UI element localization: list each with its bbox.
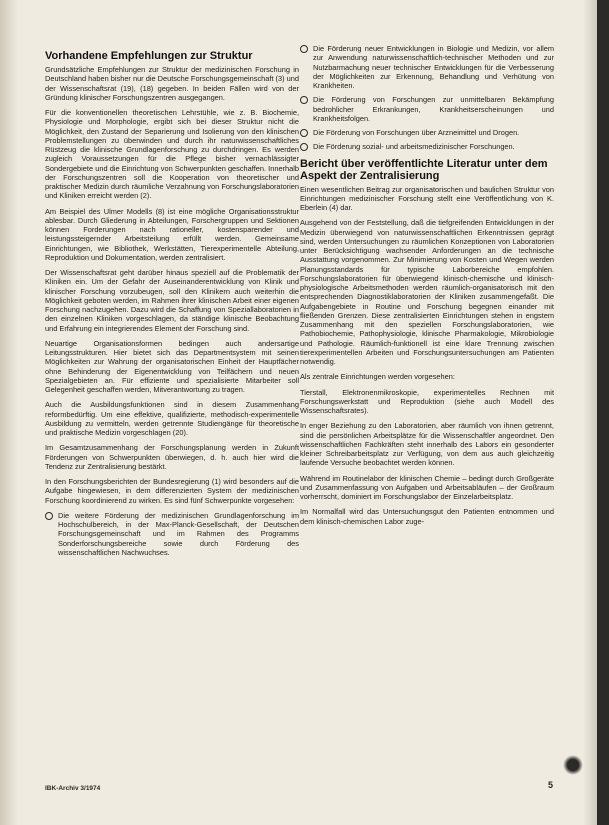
right-column xyxy=(300,44,554,764)
left-column xyxy=(45,44,299,764)
paragraph: In den Forschungsberichten der Bundesregierung (1) wird besonders auf die Aufgabe hingewiesen, in dem differenzierten System der medizinischen Forschung koordinierend zu wirken. Es sind fünf Schwerpunkte vorgesehen: xyxy=(45,477,299,505)
paragraph: Am Beispiel des Ulmer Modells (8) ist eine mögliche Organisationsstruktur ablesbar. Durch Gliederung in Abteilungen, Forschergruppen und Sektionen können Forderungen nach rationeller, kostensparender und leistungssteigernder Arbeitsteilung erfüllt werden. Gemeinsame Einrichtungen, wie Bibliothek, Werkstätten, Tierexperimentelle Abteilung, Reproduktion und Dokumentation, werden zentralisiert. xyxy=(45,206,299,262)
bullet-circle-icon xyxy=(300,45,308,53)
bullet-item xyxy=(300,44,554,90)
bullet-circle-icon xyxy=(45,512,53,520)
paragraph: Im Gesamtzusammenhang der Forschungsplanung werden in Zukunft Förderungen von Schwerpunkten überwiegen, d. h. auch hier wird die Tendenz zur Zentralisierung bestärkt. xyxy=(45,443,299,471)
paragraph: In enger Beziehung zu den Laboratorien, aber räumlich von ihnen getrennt, sind die persönlichen Arbeitsplätze für die Wissenschaftler angeordnet. Den wissenschaftlichen Fachkräften steht innerhalb des Labors ein gesonderter kleiner Schreibarbeitsplatz zur Verfügung, von dem aus auch gleichzeitig laufende Versuche beobachtet werden können. xyxy=(300,421,554,468)
bullet-text: Die Förderung von Forschungen zur unmittelbaren Bekämpfung bedrohlicher Erkrankungen, Krankheitserscheinungen und Krankheitsfolgen. xyxy=(313,95,554,123)
paragraph: Einen wesentlichen Beitrag zur organisatorischen und baulichen Struktur von Einrichtungen medizinischer Forschung stellt eine Veröffentlichung von K. Eberlein (4) dar. xyxy=(300,184,554,212)
bullet-list xyxy=(45,511,299,557)
page-number: 5 xyxy=(548,780,554,790)
paragraph: Der Wissenschaftsrat geht darüber hinaus speziell auf die Problematik der Kliniken ein. Um der Gefahr der Auseinanderentwicklung von Klinik und klinischer Forschung vorzubeugen, soll den Klinikern auch weiterhin die Möglichkeit geboten werden, im Rahmen ihrer klinischen Arbeit einer eigenen Forschung nachzugehen. Dazu wird die Schaffung von Speziallaboratorien in den einzelnen Kliniken vorgeschlagen, da ständige klinische Beobachtung und Erfahrung ein integrierendes Element der Forschung sind. xyxy=(45,268,299,333)
bullet-circle-icon xyxy=(300,96,308,104)
paragraph: Für die konventionellen theoretischen Lehrstühle, wie z. B. Biochemie, Physiologie und Morphologie, ergibt sich bei dieser Struktur nicht die Möglichkeit, den Zustand der Separierung und Isolierung von den klinischen Problemstellungen zu überwinden und durch ihr naturwissenschaftliches Rüstzeug die klinische Grundlagenforschung zu durchdringen. Es werden zugleich Voraussetzungen für die Pflege bisher vernachlässigter Sondergebiete und die Einrichtung von Schwerpunkten geschaffen. Innerhalb der Forschungszentren soll die Kooperation von theoretischer und praktischer Medizin durch räumliche Verzahnung von Forschungslaboratorien und Kliniken erreicht werden (2). xyxy=(45,108,299,201)
bullet-text: Die Förderung sozial- und arbeitsmedizinischer Forschungen. xyxy=(313,142,515,152)
paragraph: Auch die Ausbildungsfunktionen sind in diesem Zusammenhang reformbedürftig. Um eine effektive, qualifizierte, methodisch-experimentelle Ausbildung zu vermitteln, werden getrennte Studiengänge für theoretische und praktische Medizin vorgeschlagen (20). xyxy=(45,400,299,437)
bullet-circle-icon xyxy=(300,143,308,151)
bullet-item xyxy=(300,95,554,123)
page-binding-shadow xyxy=(0,0,18,825)
bullet-text: Die Förderung von Forschungen über Arzneimittel und Drogen. xyxy=(313,128,520,137)
paragraph: Neuartige Organisationsformen bedingen auch andersartige Leitungsstrukturen. Hier bietet sich das Departmentsystem mit seinen Möglichkeiten zur Wahrung der organisatorischen Einheit der Hauptfächer ohne Behinderung der Eigenentwicklung von Teilfächern und neuen Spezialgebieten an. Für effiziente und spezialisierte Mitarbeiter soll Gelegenheit geschaffen werden, Mitverantwortung zu tragen. xyxy=(45,338,299,394)
bullet-item xyxy=(45,511,299,557)
paragraph: Als zentrale Einrichtungen werden vorgesehen: xyxy=(300,372,455,382)
paragraph: Grundsätzliche Empfehlungen zur Struktur der medizinischen Forschung in Deutschland haben bisher nur die Deutsche Forschungsgemeinschaft (3) und der Wissenschaftsrat (19), (18) gegeben. In beiden Fällen wird von der Gründung klinischer Forschungszentren ausgegangen. xyxy=(45,65,299,102)
paragraph: Tierstall, Elektronenmikroskopie, experimentelles Rechnen mit Forschungswerkstatt und Reproduktion (siehe auch Modell des Wissenschaftsrates). xyxy=(300,387,554,415)
bullet-circle-icon xyxy=(300,129,308,137)
paragraph: Ausgehend von der Feststellung, daß die tiefgreifenden Entwicklungen in der Medizin überwiegend von naturwissenschaftlichen Erkenntnissen geprägt sind, werden Untersuchungen zu räumlichen Konzeptionen von Laboratorien unter Berücksichtigung wachsender Anforderungen an die technische Ausstattung vorgenommen. Zur Minimierung von Kosten und Wegen werden Planungsstandards für typische Laborbereiche empfohlen. Forschungslaboratorien für überwiegend klinisch-chemische und klinisch-physiologische Arbeitsmethoden werden räumlich-organisatorisch mit den entsprechenden Diagnostiklaboratorien der Kliniken zusammengefaßt. Die Aufgabengebiete in Routine und Forschung begegnen einander mit fließenden Grenzen. Diese zentralisierten Einrichtungen stehen in engstem Zusammenhang mit den speziellen Forschungslaboratorien, wie Pathobiochemie, Pathophysiologie, klinische Pharmakologie, Mikrobiologie und Pathologie. Räumlich-funktionell ist eine klare Trennung zwischen tierexperimentellen Arbeiten und Forschungsuntersuchungen am Patienten notwendig. xyxy=(300,218,554,366)
bullet-item xyxy=(300,142,554,151)
bullet-text: Die weitere Förderung der medizinischen Grundlagenforschung im Hochschulbereich, in der Max-Planck-Gesellschaft, der Deutschen Forschungsgemeinschaft und im Rahmen des Programms Sonderforschungsbereiche sowie durch Förderung des wissenschaftlichen Nachwuchses. xyxy=(58,510,299,557)
thumb-index-mark xyxy=(563,755,583,775)
bullet-list xyxy=(300,44,554,152)
paragraph: Während im Routinelabor der klinischen Chemie – bedingt durch Großgeräte und Zusammenfassung von Aufgaben und Arbeitsabläufen – der Großraum vorherrscht, dominiert im Forschungslabor der Einzelarbeitsplatz. xyxy=(300,473,554,501)
section-heading-structure: Vorhandene Empfehlungen zur Struktur xyxy=(45,50,253,62)
bullet-item xyxy=(300,128,554,137)
journal-reference: IBK-Archiv 3/1974 xyxy=(45,785,101,792)
section-heading-literature: Bericht über veröffentlichte Literatur unter dem Aspekt der Zentralisierung xyxy=(300,157,548,182)
paragraph: Im Normalfall wird das Untersuchungsgut den Patienten entnommen und dem klinisch-chemischen Labor zuge- xyxy=(300,507,554,526)
bullet-text: Die Förderung neuer Entwicklungen in Biologie und Medizin, vor allem zur Anwendung naturwissenschaftlich-technischer Methoden und zur Nutzbarmachung neuer technischer Entwicklungen für die Verbesserung der Möglichkeiten zur Erkennung, Behandlung und Verhütung von Krankheiten. xyxy=(313,44,554,90)
